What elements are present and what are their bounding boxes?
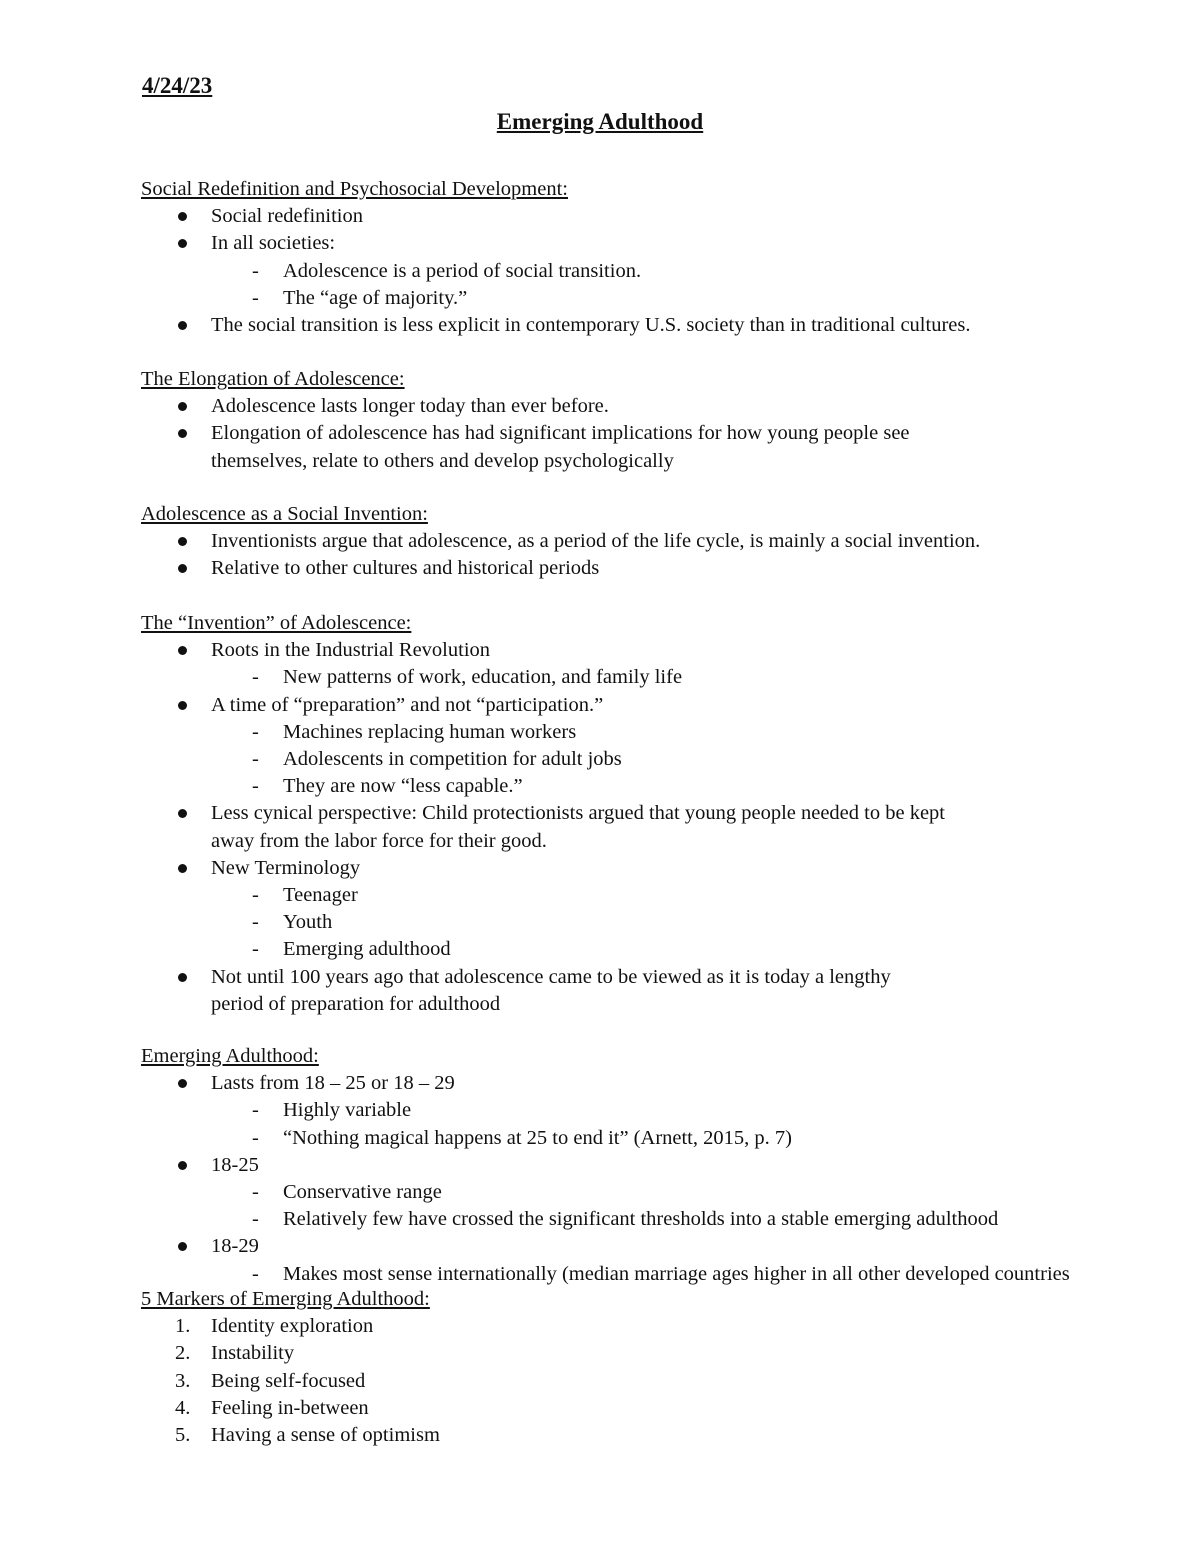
dash-marker: - bbox=[252, 1126, 259, 1149]
dash-marker: - bbox=[252, 1208, 259, 1231]
bullet-dot bbox=[178, 1079, 187, 1088]
bullet-text: Adolescence lasts longer today than ever before. bbox=[211, 395, 609, 418]
bullet-item bbox=[0, 637, 1200, 663]
sub-item bbox=[0, 1261, 1200, 1287]
bullet-dot bbox=[178, 1242, 187, 1251]
sub-item-text: Makes most sense internationally (median marriage ages higher in all other developed countries bbox=[283, 1262, 1070, 1285]
bullet-text: Not until 100 years ago that adolescence came to be viewed as it is today a lengthy bbox=[211, 965, 891, 988]
sub-item bbox=[0, 1097, 1200, 1123]
dash-marker: - bbox=[252, 748, 259, 770]
bullet-text: 18-25 bbox=[211, 1153, 259, 1176]
bullet-dot bbox=[178, 809, 187, 818]
sub-item-text: Adolescence is a period of social transition. bbox=[283, 259, 642, 282]
sub-item bbox=[0, 746, 1200, 772]
bullet-text: Inventionists argue that adolescence, as a period of the life cycle, is mainly a social invention. bbox=[211, 530, 981, 553]
bullet-item bbox=[0, 1152, 1200, 1178]
sub-item-text: Youth bbox=[283, 911, 333, 934]
dash-marker: - bbox=[252, 666, 259, 689]
bullet-dot bbox=[178, 212, 187, 221]
sub-item bbox=[0, 258, 1200, 284]
dash-marker: - bbox=[252, 884, 259, 906]
sub-item-text: Highly variable bbox=[283, 1099, 412, 1122]
sub-item-text: Adolescents in competition for adult jobs bbox=[283, 748, 622, 770]
sub-item-text: Conservative range bbox=[283, 1181, 442, 1203]
bullet-item bbox=[0, 555, 1200, 581]
bullet-text: The social transition is less explicit in contemporary U.S. society than in traditional cultures. bbox=[211, 314, 971, 336]
numbered-item-text: Having a sense of optimism bbox=[211, 1424, 440, 1446]
sub-item bbox=[0, 1179, 1200, 1205]
bullet-item bbox=[0, 420, 1200, 446]
sub-item bbox=[0, 936, 1200, 962]
dash-marker: - bbox=[252, 286, 259, 309]
sub-item bbox=[0, 882, 1200, 908]
numbered-item bbox=[0, 1422, 1200, 1448]
numbered-item bbox=[0, 1368, 1200, 1394]
dash-marker: - bbox=[252, 775, 259, 798]
bullet-item bbox=[0, 393, 1200, 419]
sub-item-text: New patterns of work, education, and family life bbox=[283, 666, 683, 689]
bullet-item bbox=[0, 203, 1200, 229]
bullet-item bbox=[0, 692, 1200, 718]
bullet-dot bbox=[178, 1161, 187, 1170]
bullet-item bbox=[0, 1070, 1200, 1096]
bullet-text: A time of “preparation” and not “participation.” bbox=[211, 693, 604, 716]
document-title: Emerging Adulthood bbox=[496, 109, 704, 134]
sub-item-text: Emerging adulthood bbox=[283, 938, 451, 961]
section-heading: Social Redefinition and Psychosocial Development: bbox=[141, 178, 568, 200]
bullet-text: Relative to other cultures and historical periods bbox=[211, 557, 600, 580]
list-number: 2. bbox=[175, 1342, 191, 1365]
bullet-continuation bbox=[0, 828, 1200, 854]
list-number: 4. bbox=[175, 1396, 191, 1419]
bullet-dot bbox=[178, 701, 187, 710]
sub-item bbox=[0, 285, 1200, 311]
list-number: 3. bbox=[175, 1369, 191, 1392]
bullet-item bbox=[0, 230, 1200, 256]
dash-marker: - bbox=[252, 720, 259, 743]
bullet-text: Social redefinition bbox=[211, 205, 363, 228]
sub-item bbox=[0, 1125, 1200, 1151]
sub-item-text: Machines replacing human workers bbox=[283, 720, 577, 743]
section-heading: The Elongation of Adolescence: bbox=[141, 368, 405, 390]
numbered-item bbox=[0, 1395, 1200, 1421]
section-heading: The “Invention” of Adolescence: bbox=[141, 612, 412, 634]
bullet-dot bbox=[178, 973, 187, 982]
numbered-item-text: Identity exploration bbox=[211, 1315, 374, 1338]
sub-item bbox=[0, 909, 1200, 935]
bullet-dot bbox=[178, 864, 187, 873]
bullet-item bbox=[0, 312, 1200, 338]
bullet-text: Roots in the Industrial Revolution bbox=[211, 639, 491, 662]
bullet-text: Elongation of adolescence has had significant implications for how young people see bbox=[211, 422, 910, 445]
list-number: 1. bbox=[175, 1315, 191, 1338]
sub-item bbox=[0, 719, 1200, 745]
bullet-text: In all societies: bbox=[211, 232, 336, 255]
bullet-item bbox=[0, 855, 1200, 881]
dash-marker: - bbox=[252, 911, 259, 934]
sub-item bbox=[0, 664, 1200, 690]
bullet-item bbox=[0, 964, 1200, 990]
sub-item bbox=[0, 1206, 1200, 1232]
bullet-item bbox=[0, 528, 1200, 554]
bullet-dot bbox=[178, 429, 187, 438]
section-heading: Adolescence as a Social Invention: bbox=[141, 503, 428, 525]
continuation-text: away from the labor force for their good. bbox=[211, 829, 547, 852]
numbered-item-text: Feeling in-between bbox=[211, 1396, 369, 1419]
sub-item-text: They are now “less capable.” bbox=[283, 775, 523, 798]
bullet-text: 18-29 bbox=[211, 1235, 259, 1258]
bullet-text: Lasts from 18 – 25 or 18 – 29 bbox=[211, 1072, 455, 1095]
numbered-item-text: Instability bbox=[211, 1342, 295, 1365]
bullet-dot bbox=[178, 646, 187, 655]
section-heading: Emerging Adulthood: bbox=[141, 1045, 319, 1067]
sub-item-text: The “age of majority.” bbox=[283, 286, 468, 309]
dash-marker: - bbox=[252, 1262, 259, 1285]
bullet-continuation bbox=[0, 448, 1200, 474]
sub-item-text: “Nothing magical happens at 25 to end it” (Arnett, 2015, p. 7) bbox=[283, 1126, 792, 1149]
note-date: 4/24/23 bbox=[142, 73, 213, 98]
bullet-text: Less cynical perspective: Child protectionists argued that young people needed to be kept bbox=[211, 802, 945, 825]
section-heading: 5 Markers of Emerging Adulthood: bbox=[141, 1288, 430, 1310]
numbered-item bbox=[0, 1340, 1200, 1366]
dash-marker: - bbox=[252, 259, 259, 282]
bullet-dot bbox=[178, 564, 187, 573]
bullet-item bbox=[0, 800, 1200, 826]
dash-marker: - bbox=[252, 1099, 259, 1122]
continuation-text: themselves, relate to others and develop psychologically bbox=[211, 449, 674, 472]
sub-item-text: Relatively few have crossed the significant thresholds into a stable emerging adulthood bbox=[283, 1208, 999, 1231]
dash-marker: - bbox=[252, 1181, 259, 1203]
numbered-item bbox=[0, 1313, 1200, 1339]
bullet-text: New Terminology bbox=[211, 856, 361, 879]
bullet-dot bbox=[178, 321, 187, 330]
list-number: 5. bbox=[175, 1424, 191, 1446]
bullet-dot bbox=[178, 402, 187, 411]
numbered-item-text: Being self-focused bbox=[211, 1369, 366, 1392]
bullet-dot bbox=[178, 537, 187, 546]
dash-marker: - bbox=[252, 938, 259, 961]
sub-item bbox=[0, 773, 1200, 799]
continuation-text: period of preparation for adulthood bbox=[211, 992, 501, 1015]
bullet-continuation bbox=[0, 991, 1200, 1017]
bullet-dot bbox=[178, 239, 187, 248]
bullet-item bbox=[0, 1233, 1200, 1259]
sub-item-text: Teenager bbox=[283, 884, 358, 906]
